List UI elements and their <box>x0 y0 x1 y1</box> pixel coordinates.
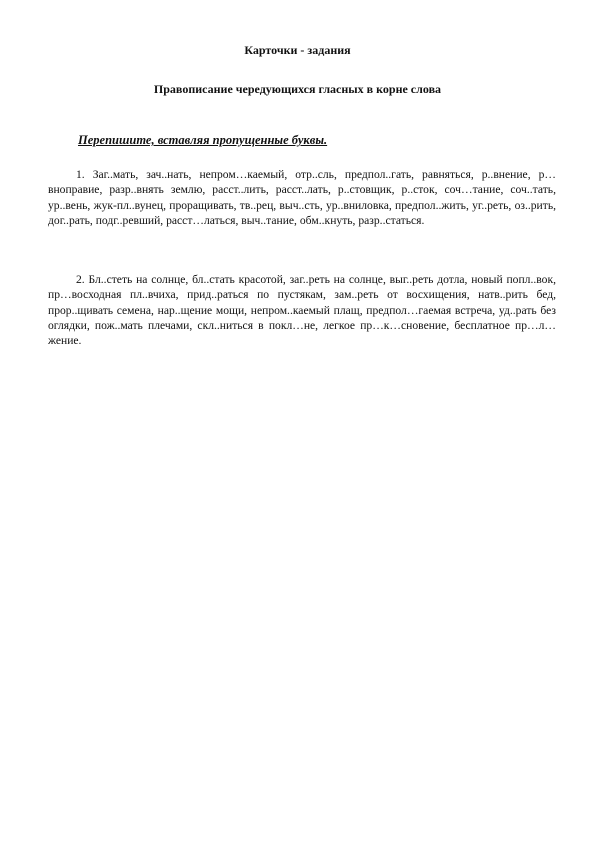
page-subtitle: Правописание чередующихся гласных в корне слова <box>153 82 442 96</box>
exercise-paragraph-1: 1. Заг..мать, зач..нать, непром…каемый, отр..сль, предпол..гать, равняться, р..внение, р…вноправие, разр..внять землю, расст..лить, расст..лать, р..стовщик, р..сток, соч…тание, соч..тать, ур..вень, жук-пл..вунец, проращивать, тв..рец, выч..сть, ур..вниловка, предпол..жить, уг..реть, оз..рить, дог..рать, подг..ревший, расст…латься, выч..тание, обм..кнуть, разр..статься. <box>48 168 556 227</box>
page-title: Карточки - задания <box>244 43 351 57</box>
exercise-paragraph-2: 2. Бл..стеть на солнце, бл..стать красотой, заг..реть на солнце, выг..реть дотла, новый попл..вок, пр…восходная пл..вчиха, прид..раться по пустякам, зам..реть от восхищения, натв..рить бед, прор..щивать семена, нар..щение мощи, непром..каемый плащ, предпол…гаемая встреча, уд..рать без оглядки, пож..мать плечами, скл..ниться в покл…не, легкое пр…к…сновение, бесплатное пр…л…жение. <box>48 273 556 348</box>
instruction-text: Перепишите, вставляя пропущенные буквы. <box>78 133 328 147</box>
